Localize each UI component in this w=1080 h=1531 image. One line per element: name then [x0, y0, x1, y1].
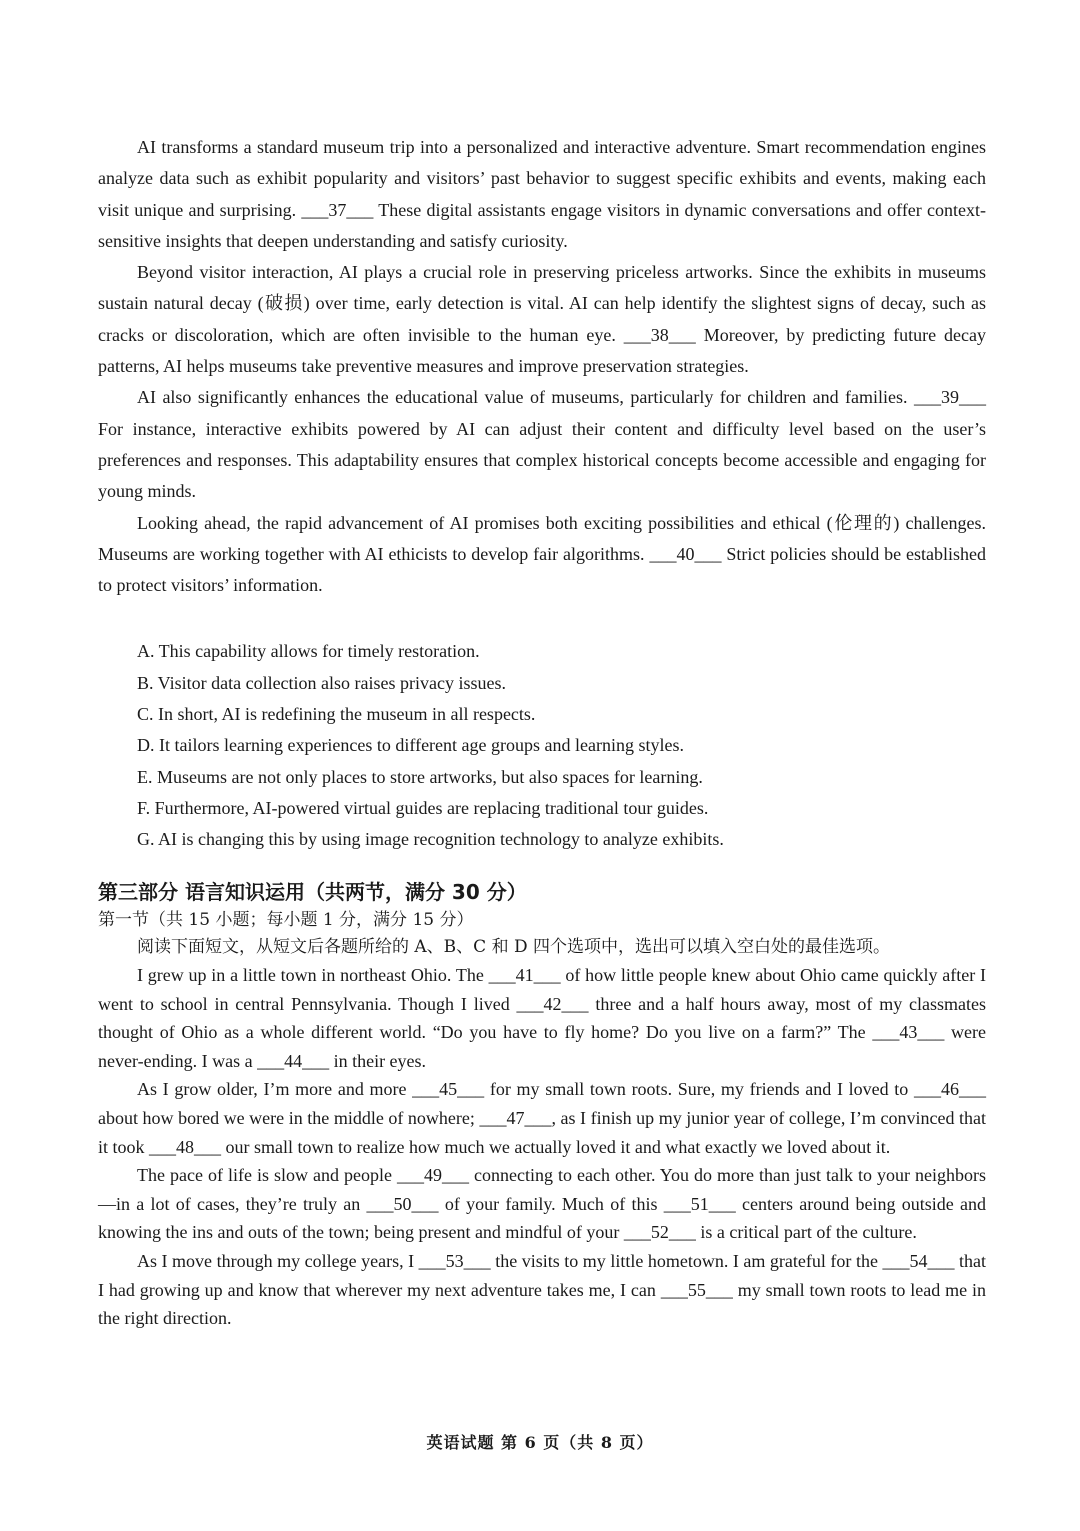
option-e: E. Museums are not only places to store artworks, but also spaces for learning.: [137, 766, 703, 787]
option-d: D. It tailors learning experiences to different age groups and learning styles.: [137, 735, 684, 756]
option-list: [98, 636, 986, 855]
part-three: [98, 877, 986, 1333]
passage-paragraph-1: AI transforms a standard museum trip into a personalized and interactive adventure. Smart recommendation engines analyze data such as exhibit popularity and visitors’ past behavior to suggest specific exhibits and events, making each visit unique and surprising. ___37___ These digital assistants engage visitors in dynamic conversations and offer context-sensitive insights that deepen understanding and satisfy curiosity.: [98, 137, 986, 251]
passage-paragraph-3: AI also significantly enhances the educational value of museums, particularly for children and families. ___39___ For instance, interactive exhibits powered by AI can adjust their content and difficulty level based on the user’s preferences and responses. This adaptability ensures that complex historical concepts become accessible and engaging for young minds.: [98, 387, 986, 502]
cloze-paragraph-2: As I grow older, I’m more and more ___45___ for my small town roots. Sure, my friends and I loved to ___46___ about how bored we were in the middle of nowhere; ___47___, as I finish up my junior year of college, I’m convinced that it took ___48___ our small town to realize how much we actually loved it and what exactly we loved about it.: [98, 1079, 986, 1157]
page-footer: 英语试题 第 6 页（共 8 页）: [426, 1433, 654, 1452]
option-g: G. AI is changing this by using image recognition technology to analyze exhibits.: [137, 829, 724, 850]
option-a: A. This capability allows for timely restoration.: [137, 641, 480, 662]
cloze-paragraph-1: I grew up in a little town in northeast Ohio. The ___41___ of how little people knew about Ohio came quickly after I went to school in central Pennsylvania. Though I lived ___42___ three and a half hours away, most of my classmates thought of Ohio as a whole different world. “Do you have to fly home? Do you live on a farm?” The ___43___ were never-ending. I was a ___44___ in their eyes.: [98, 965, 986, 1071]
cloze-paragraph-3: The pace of life is slow and people ___49___ connecting to each other. You do more than just talk to your neighbors—in a lot of cases, they’re truly an ___50___ of your family. Much of this ___51___ centers around being outside and knowing the ins and outs of the town; being present and mindful of your ___52___ is a critical part of the culture.: [98, 1165, 986, 1243]
part-three-title: 第三部分 语言知识运用（共两节，满分 30 分）: [98, 880, 527, 904]
reading-passage: [98, 132, 986, 856]
section-one-title: 第一节（共 15 小题；每小题 1 分，满分 15 分）: [98, 910, 474, 930]
passage-paragraph-4: Looking ahead, the rapid advancement of AI promises both exciting possibilities and ethical (伦理的) challenges. Museums are working together with AI ethicists to develop fair algorithms. ___40___ Strict policies should be established to protect visitors’ information.: [98, 512, 986, 596]
passage-paragraph-2: Beyond visitor interaction, AI plays a crucial role in preserving priceless artworks. Since the exhibits in museums sustain natural decay (破损) over time, early detection is vital. AI can help identify the slightest signs of decay, such as cracks or discoloration, which are often invisible to the human eye. ___38___ Moreover, by predicting future decay patterns, AI helps museums take preventive measures and improve preservation strategies.: [98, 262, 986, 377]
option-c: C. In short, AI is redefining the museum in all respects.: [137, 704, 536, 725]
cloze-paragraph-4: As I move through my college years, I ___53___ the visits to my little hometown. I am grateful for the ___54___ that I had growing up and know that wherever my next adventure takes me, I can ___55___ my small town roots to lead me in the right direction.: [98, 1250, 986, 1329]
option-f: F. Furthermore, AI-powered virtual guides are replacing traditional tour guides.: [137, 797, 709, 818]
option-b: B. Visitor data collection also raises privacy issues.: [137, 672, 507, 693]
section-instruction: 阅读下面短文，从短文后各题所给的 A、B、C 和 D 四个选项中，选出可以填入空白处的最佳选项。: [137, 937, 891, 957]
